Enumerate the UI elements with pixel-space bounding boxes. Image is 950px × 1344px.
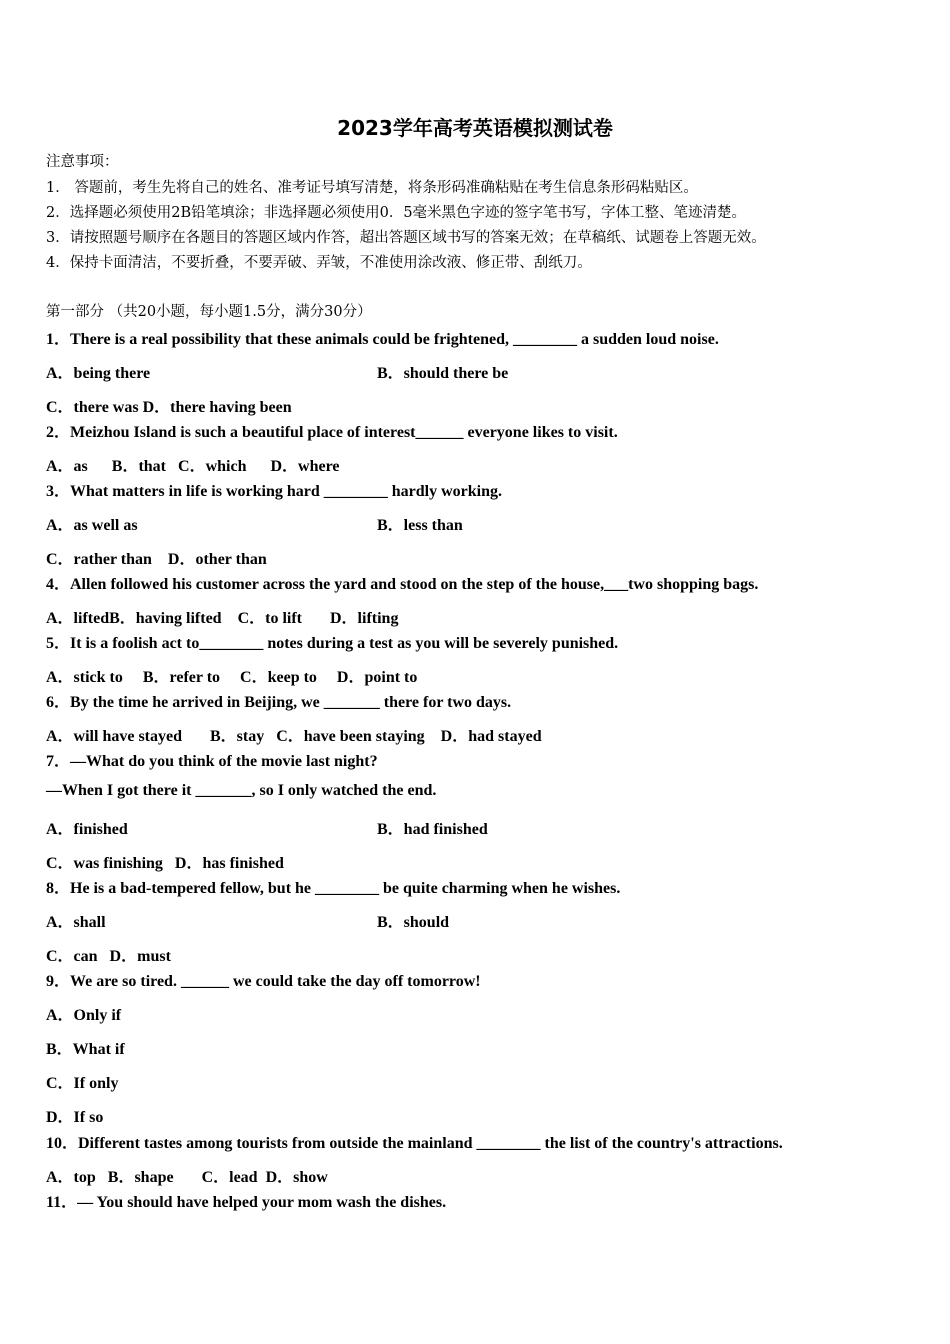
question-stem: 6．By the time he arrived in Beijing, we _______ there for two days. bbox=[46, 694, 512, 711]
question-stem: 3．What matters in life is working hard ________ hardly working. bbox=[46, 483, 503, 500]
option: C．was finishing D．has finished bbox=[46, 855, 284, 872]
option: A．will have stayed B．stay C．have been staying D．had stayed bbox=[46, 728, 542, 745]
question-stem: 4．Allen followed his customer across the yard and stood on the step of the house,___two shopping bags. bbox=[46, 576, 759, 593]
option: A．Only if bbox=[46, 1007, 122, 1024]
option: A．stick to B．refer to C．keep to D．point to bbox=[46, 669, 418, 686]
question-stem: 10．Different tastes among tourists from outside the mainland ________ the list of the country's attractions. bbox=[46, 1135, 783, 1152]
question-stem: 2．Meizhou Island is such a beautiful place of interest______ everyone likes to visit. bbox=[46, 424, 618, 441]
question-stem: 5．It is a foolish act to________ notes during a test as you will be severely punished. bbox=[46, 635, 619, 652]
option: A．as well as bbox=[46, 517, 138, 534]
option: B．had finished bbox=[377, 821, 488, 838]
option: A．finished bbox=[46, 821, 128, 838]
option: C．If only bbox=[46, 1075, 119, 1092]
notice-item: 2．选择题必须使用2B铅笔填涂；非选择题必须使用0．5毫米黑色字迹的签字笔书写，字体工整、笔迹清楚。 bbox=[46, 205, 747, 221]
question-stem: 11．— You should have helped your mom wash the dishes. bbox=[46, 1194, 447, 1211]
notice-item: 4．保持卡面清洁，不要折叠，不要弄破、弄皱，不准使用涂改液、修正带、刮纸刀。 bbox=[46, 255, 592, 271]
option: C．there was D．there having been bbox=[46, 399, 292, 416]
question-stem: 8．He is a bad-tempered fellow, but he ________ be quite charming when he wishes. bbox=[46, 880, 621, 897]
question-stem: 1．There is a real possibility that these animals could be frightened, ________ a sudden loud noise. bbox=[46, 331, 719, 348]
notice-item: 3．请按照题号顺序在各题目的答题区域内作答，超出答题区域书写的答案无效；在草稿纸、试题卷上答题无效。 bbox=[46, 230, 766, 246]
option: A．as B．that C．which D．where bbox=[46, 458, 340, 475]
option: B．should there be bbox=[377, 365, 509, 382]
option: B．less than bbox=[377, 517, 463, 534]
option: A．being there bbox=[46, 365, 151, 382]
notice-heading: 注意事项： bbox=[46, 154, 119, 170]
question-stem: —When I got there it _______, so I only watched the end. bbox=[46, 782, 437, 799]
option: C．can D．must bbox=[46, 948, 171, 965]
question-stem: 7．—What do you think of the movie last night? bbox=[46, 753, 378, 770]
notice-item: 1． 答题前，考生先将自己的姓名、准考证号填写清楚，将条形码准确粘贴在考生信息条形码粘贴区。 bbox=[46, 180, 698, 196]
page-title: 2023学年高考英语模拟测试卷 bbox=[337, 116, 613, 140]
option: A．top B．shape C．lead D．show bbox=[46, 1169, 328, 1186]
option: A．shall bbox=[46, 914, 106, 931]
option: A．liftedB．having lifted C．to lift D．lifting bbox=[46, 610, 399, 627]
option: C．rather than D．other than bbox=[46, 551, 267, 568]
option: B．should bbox=[377, 914, 450, 931]
question-stem: 9．We are so tired. ______ we could take the day off tomorrow! bbox=[46, 973, 481, 990]
option: D．If so bbox=[46, 1109, 104, 1126]
option: B．What if bbox=[46, 1041, 125, 1058]
section-heading: 第一部分 （共20小题，每小题1.5分，满分30分） bbox=[46, 304, 372, 320]
